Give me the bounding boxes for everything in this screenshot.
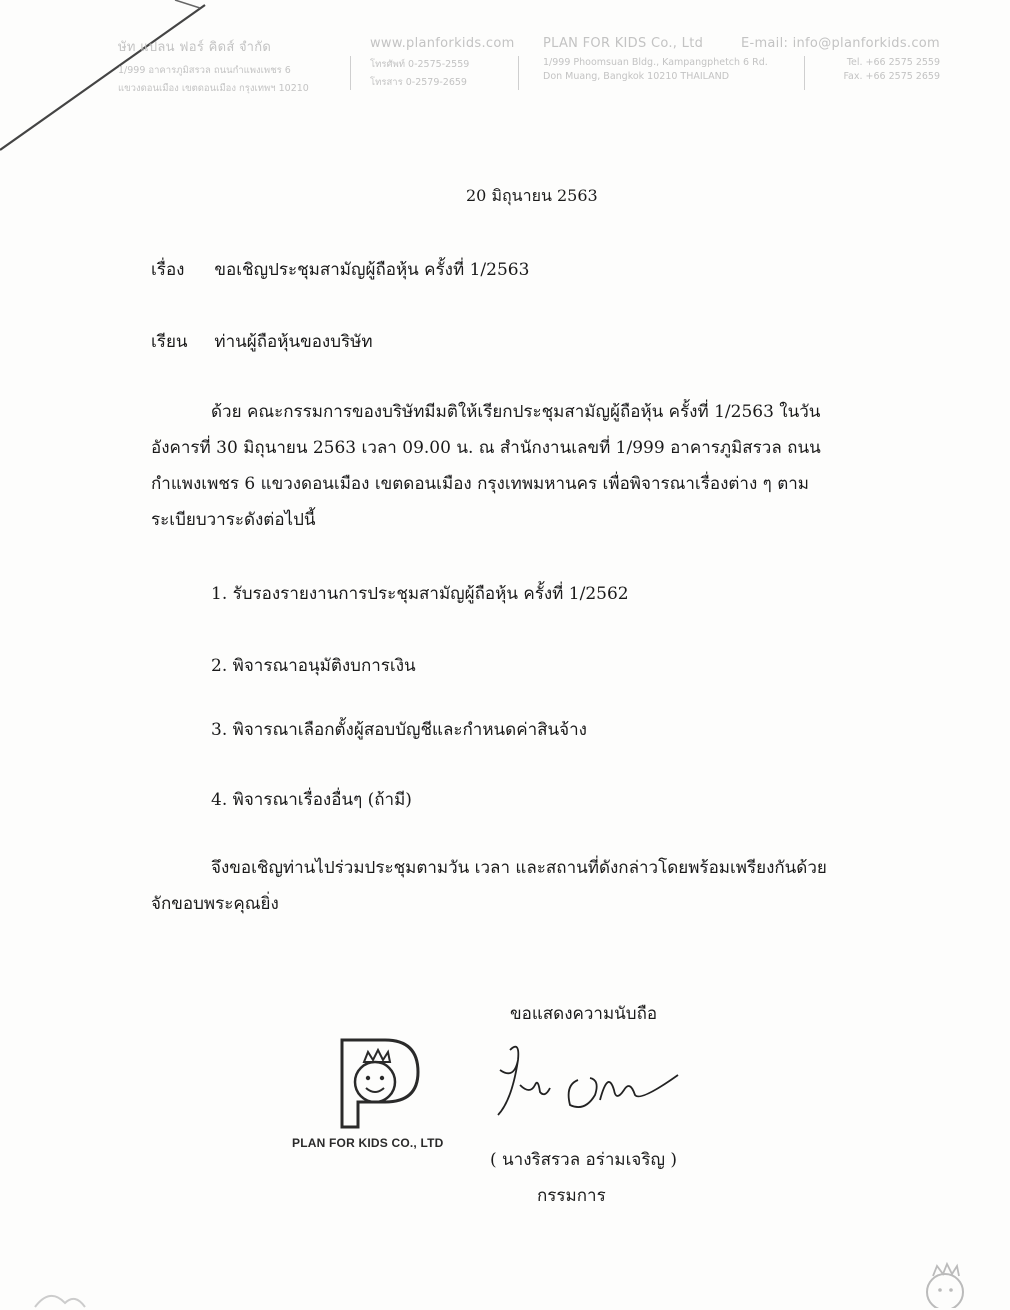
recipient-label: เรียน <box>151 332 188 352</box>
subject-text: ขอเชิญประชุมสามัญผู้ถือหุ้น ครั้งที่ 1/2563 <box>214 260 530 280</box>
header-divider <box>518 56 519 90</box>
stamp-company-text: PLAN FOR KIDS CO., LTD <box>292 1136 444 1150</box>
address-en-1: 1/999 Phoomsuan Bldg., Kampangphetch 6 Rd. <box>543 57 768 68</box>
agenda-item: 4. พิจารณาเรื่องอื่นๆ (ถ้ามี) <box>211 790 412 810</box>
recipient-row <box>151 328 373 355</box>
phone-th: โทรศัพท์ 0-2575-2559 <box>370 59 470 70</box>
company-name-en: PLAN FOR KIDS Co., Ltd <box>543 36 704 51</box>
letterhead <box>118 36 940 96</box>
company-name-th: ษัท แปลน ฟอร์ คิดส์ จำกัด <box>118 40 272 55</box>
body-line: ด้วย คณะกรรมการของบริษัทมีมติให้เรียกประชุมสามัญผู้ถือหุ้น ครั้งที่ 1/2563 ในวัน <box>211 402 821 422</box>
company-logo-stamp <box>330 1032 425 1132</box>
invitation-line: จึงขอเชิญท่านไปร่วมประชุมตามวัน เวลา และสถานที่ดังกล่าวโดยพร้อมเพรียงกันด้วย <box>211 858 827 878</box>
body-line: ระเบียบวาระดังต่อไปนี้ <box>151 510 316 530</box>
handwritten-signature <box>490 1040 685 1120</box>
signer-position: กรรมการ <box>537 1186 606 1206</box>
closing-text: ขอแสดงความนับถือ <box>510 1004 658 1024</box>
mascot-decoration-icon <box>905 1262 975 1308</box>
signer-name: ( นางริสรวล อร่ามเจริญ ) <box>490 1150 678 1170</box>
body-line: อังคารที่ 30 มิถุนายน 2563 เวลา 09.00 น. ณ สำนักงานเลขที่ 1/999 อาคารภูมิสรวล ถนน <box>151 438 821 458</box>
body-line: กำแพงเพชร 6 แขวงดอนเมือง เขตดอนเมือง กรุงเทพมหานคร เพื่อพิจารณาเรื่องต่าง ๆ ตาม <box>151 474 810 494</box>
letterhead-contact-en-block <box>741 36 940 82</box>
agenda-item: 1. รับรองรายงานการประชุมสามัญผู้ถือหุ้น ครั้งที่ 1/2562 <box>211 584 629 604</box>
invitation-paragraph <box>151 850 846 922</box>
letter-date: 20 มิถุนายน 2563 <box>466 186 598 205</box>
letterhead-thai-block <box>118 36 309 96</box>
letterhead-english-block <box>543 36 768 82</box>
address-th-2: แขวงดอนเมือง เขตดอนเมือง กรุงเทพฯ 10210 <box>118 83 309 94</box>
invitation-line: จักขอบพระคุณยิ่ง <box>151 894 279 914</box>
address-en-2: Don Muang, Bangkok 10210 THAILAND <box>543 71 730 82</box>
footer-decoration-icon <box>30 1285 90 1309</box>
subject-row <box>151 256 529 283</box>
subject-label: เรื่อง <box>151 260 185 280</box>
email-text: E-mail: info@planforkids.com <box>740 36 940 51</box>
header-divider <box>350 56 351 90</box>
fax-en: Fax. +66 2575 2659 <box>843 71 940 82</box>
fax-th: โทรสาร 0-2579-2659 <box>370 77 467 88</box>
recipient-text: ท่านผู้ถือหุ้นของบริษัท <box>214 332 373 352</box>
body-paragraph <box>151 394 846 538</box>
tel-en: Tel. +66 2575 2559 <box>846 57 940 68</box>
agenda-item: 3. พิจารณาเลือกตั้งผู้สอบบัญชีและกำหนดค่าสินจ้าง <box>211 720 587 740</box>
address-th-1: 1/999 อาคารภูมิสรวล ถนนกำแพงเพชร 6 <box>118 65 291 76</box>
website-text: www.planforkids.com <box>370 36 515 51</box>
agenda-item: 2. พิจารณาอนุมัติงบการเงิน <box>211 656 416 676</box>
letterhead-contact-block <box>370 36 515 90</box>
